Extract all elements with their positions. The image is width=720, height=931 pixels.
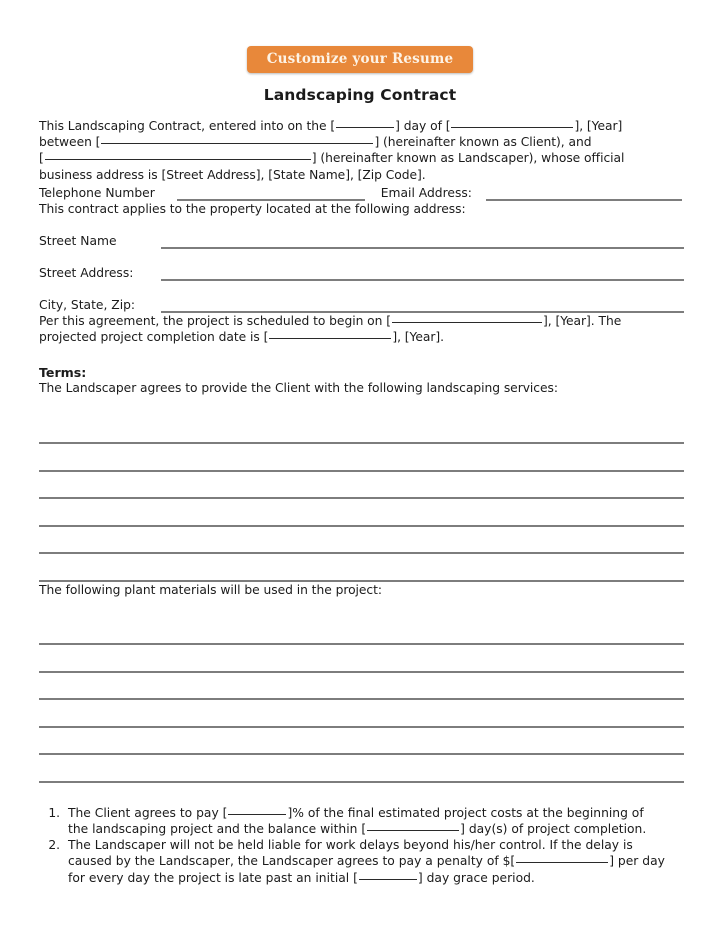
address-row-city-state-zip	[39, 296, 684, 313]
schedule-text-1: Per this agreement, the project is scheduled to begin on [	[39, 314, 391, 329]
clause2-text-2: caused by the Landscaper, the Landscaper agrees to pay a penalty of $[	[68, 854, 516, 869]
balance-days-fill-line[interactable]	[367, 821, 459, 831]
intro-paragraph	[39, 118, 684, 183]
address-intro: This contract applies to the property located at the following address:	[39, 201, 466, 216]
clause1-text-1: The Client agrees to pay [	[68, 805, 228, 820]
cta-container	[0, 46, 720, 73]
intro-text-4: between [	[39, 135, 101, 150]
contact-row	[39, 184, 684, 201]
clause2-text-5: ] day grace period.	[417, 870, 535, 885]
blank-line[interactable]	[39, 417, 684, 445]
email-label: Email Address:	[380, 185, 472, 200]
blank-line[interactable]	[39, 499, 684, 527]
intro-text-8: business address is [Street Address], [State Name], [Zip Code].	[39, 167, 426, 182]
day-fill-line[interactable]	[336, 118, 394, 128]
services-blank-lines	[39, 417, 684, 582]
completion-date-fill-line[interactable]	[269, 329, 391, 339]
clause1-text-3: the landscaping project and the balance within [	[68, 822, 367, 837]
list-item	[64, 805, 684, 837]
blank-line[interactable]	[39, 755, 684, 783]
customize-resume-button[interactable]: Customize your Resume	[247, 46, 474, 73]
address-row-street-address	[39, 264, 684, 281]
intro-text-3: ], [Year]	[574, 119, 623, 133]
clauses-list	[39, 805, 684, 886]
email-input-line[interactable]	[486, 186, 682, 201]
address-row-street-name	[39, 232, 684, 249]
street-name-input-line[interactable]	[161, 234, 684, 249]
intro-text-6: [	[39, 151, 44, 166]
street-address-input-line[interactable]	[161, 266, 684, 281]
client-name-fill-line[interactable]	[101, 134, 373, 144]
start-date-fill-line[interactable]	[392, 313, 542, 323]
month-fill-line[interactable]	[451, 118, 573, 128]
street-name-label: Street Name	[39, 234, 117, 249]
payment-percent-fill-line[interactable]	[228, 805, 286, 815]
street-address-label: Street Address:	[39, 266, 134, 281]
grace-period-fill-line[interactable]	[359, 870, 417, 880]
schedule-text-4: ], [Year].	[392, 330, 444, 345]
blank-line[interactable]	[39, 673, 684, 701]
blank-line[interactable]	[39, 472, 684, 500]
clause2-text-4: for every day the project is late past an initial [	[68, 870, 358, 885]
blank-line[interactable]	[39, 700, 684, 728]
schedule-text-3: projected project completion date is [	[39, 330, 269, 345]
intro-text-7: ] (hereinafter known as Landscaper), whose official	[311, 151, 625, 166]
materials-intro: The following plant materials will be used in the project:	[39, 582, 382, 597]
intro-text-2: ] day of [	[395, 119, 451, 133]
list-item	[64, 837, 684, 886]
services-intro: The Landscaper agrees to provide the Client with the following landscaping services:	[39, 381, 558, 396]
landscaper-name-fill-line[interactable]	[45, 150, 311, 160]
schedule-text-2: ], [Year]. The	[543, 314, 622, 329]
telephone-label: Telephone Number	[39, 185, 155, 200]
clause1-text-2: ]% of the final estimated project costs at the beginning of	[287, 805, 644, 820]
city-state-zip-input-line[interactable]	[161, 298, 684, 313]
clause1-text-4: ] day(s) of project completion.	[460, 822, 647, 837]
city-state-zip-label: City, State, Zip:	[39, 298, 136, 313]
blank-line[interactable]	[39, 728, 684, 756]
schedule-paragraph	[39, 313, 684, 345]
blank-line[interactable]	[39, 618, 684, 646]
intro-text-5: ] (hereinafter known as Client), and	[374, 135, 592, 150]
terms-heading: Terms:	[39, 365, 87, 381]
page-title: Landscaping Contract	[263, 86, 457, 104]
blank-line[interactable]	[39, 645, 684, 673]
document-body	[39, 118, 684, 886]
blank-line[interactable]	[39, 554, 684, 582]
blank-line[interactable]	[39, 444, 684, 472]
clause2-text-3: ] per day	[609, 854, 665, 869]
clause2-text-1: The Landscaper will not be held liable for work delays beyond his/her control. If the delay is	[68, 838, 633, 853]
blank-line[interactable]	[39, 527, 684, 555]
penalty-amount-fill-line[interactable]	[516, 853, 608, 863]
intro-text-1: This Landscaping Contract, entered into on the [	[39, 119, 336, 133]
telephone-input-line[interactable]	[177, 186, 365, 201]
materials-blank-lines	[39, 618, 684, 783]
